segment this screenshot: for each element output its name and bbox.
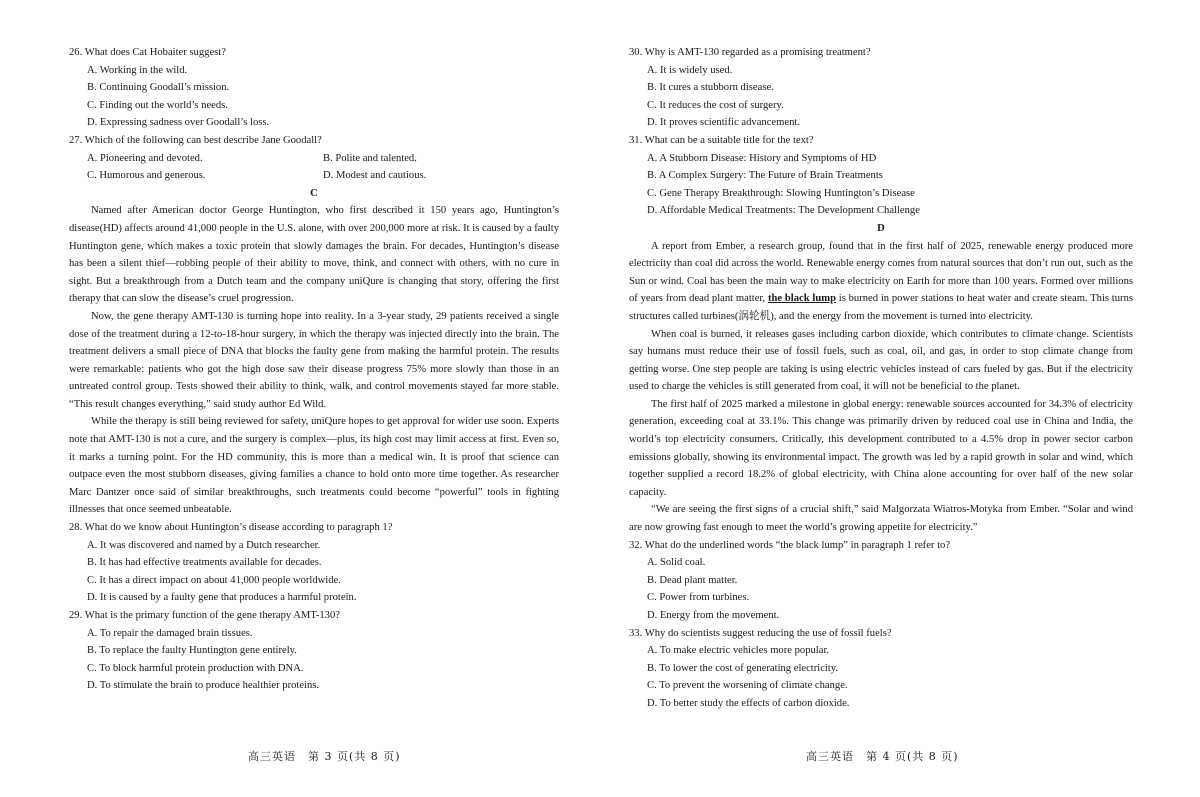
page-footer-left: 高三英语 第 3 页(共 8 页): [248, 750, 401, 763]
passage-d-paragraph-3: The first half of 2025 marked a milestone in global energy: renewable sources accounted for 34.3% of electricity generation, exceeding coal at 33.1%. This change was primarily driven by reduced coal use in China and India, the world’s top electricity consumers. Critically, this development contributed to a 4.5% drop in power sector carbon emissions globally, showing its environmental impact. The growth was led by a rapid growth in solar and wind, which together supplied a record 18.2% of global electricity, with China alone accounting for over half of the new solar capacity.: [629, 398, 1133, 498]
option-31b: B. A Complex Surgery: The Future of Brain Treatments: [647, 170, 883, 182]
passage-d-paragraph-1: [629, 238, 1133, 326]
underlined-phrase: the black lump: [767, 293, 836, 305]
paragraph-1-text-before: A report from Ember, a research group, found that in the first half of 2025, renewable energy produced more electricity than coal did across the world. Renewable energy comes from natural sources that don’t run out, such as the Sun or wind. Coal has been the main way to make electricity on Earth for more than 100 years. Formed over millions of years from dead plant matter,: [629, 240, 1133, 305]
question-28: 28. What do we know about Huntington’s disease according to paragraph 1?: [69, 522, 393, 534]
option-33c: C. To prevent the worsening of climate change.: [647, 680, 848, 692]
option-29a: A. To repair the damaged brain tissues.: [87, 627, 253, 639]
section-heading-d: D: [877, 222, 885, 234]
option-27d: D. Modest and cautious.: [323, 170, 427, 182]
options-27-row1: [87, 150, 559, 168]
option-29b: B. To replace the faulty Huntington gene entirely.: [87, 645, 297, 657]
option-31c: C. Gene Therapy Breakthrough: Slowing Huntington’s Disease: [647, 187, 915, 199]
question-29: 29. What is the primary function of the gene therapy AMT-130?: [69, 610, 340, 621]
page-footer-right: 高三英语 第 4 页(共 8 页): [806, 750, 959, 763]
right-page: [629, 44, 1133, 713]
option-30b: B. It cures a stubborn disease.: [647, 82, 774, 94]
option-26d: D. Expressing sadness over Goodall’s loss.: [87, 117, 270, 129]
option-28a: A. It was discovered and named by a Dutch researcher.: [87, 539, 321, 551]
option-32b: B. Dead plant matter.: [647, 574, 738, 586]
option-27b: B. Polite and talented.: [323, 152, 417, 164]
option-31a: A. A Stubborn Disease: History and Symptoms of HD: [647, 152, 877, 164]
passage-d-paragraph-4: “We are seeing the first signs of a crucial shift,” said Malgorzata Wiatros-Motyka from Ember. “Solar and wind are now growing fast enough to meet the world’s growing appetite for electricity.”: [629, 504, 1133, 534]
option-30c: C. It reduces the cost of surgery.: [647, 99, 784, 111]
passage-d-paragraph-2: When coal is burned, it releases gases including carbon dioxide, which contributes to climate change. Scientists say humans must reduce their use of fossil fuels, such as coal, oil, and gas, in order to stop climate change from getting worse. One step people are taking is using electric vehicles instead of cars fueled by gas. But if the electricity used to charge the vehicles is still generated from coal, it will not be beneficial to the planet.: [629, 328, 1133, 393]
option-30d: D. It proves scientific advancement.: [647, 117, 800, 129]
option-27a: A. Pioneering and devoted.: [87, 152, 203, 164]
question-32: 32. What do the underlined words “the black lump” in paragraph 1 refer to?: [629, 539, 951, 551]
question-30: 30. Why is AMT-130 regarded as a promising treatment?: [629, 47, 871, 58]
passage-c-paragraph-3: While the therapy is still being reviewed for safety, uniQure hopes to get approval for wider use soon. Experts note that AMT-130 is not a cure, and the surgery is complex—plus, its high cost may limit access at first. Even so, it marks a turning point. For the HD community, this is more than a medical win. It is proof that science can outpace even the most stubborn diseases, giving families a chance to hold onto more time together. As researcher Marc Dantzer once said of similar breakthroughs, such treatments could become “powerful” tools in fighting illnesses that once seemed unbeatable.: [69, 416, 559, 516]
option-26c: C. Finding out the world’s needs.: [87, 99, 228, 111]
option-31d: D. Affordable Medical Treatments: The Development Challenge: [647, 205, 920, 217]
passage-c-paragraph-1: Named after American doctor George Huntington, who first described it 150 years ago, Huntington’s disease(HD) affects around 41,000 people in the U.S. alone, with over 200,000 more at risk. It is caused by a faulty Huntington gene, which makes a toxic protein that slowly damages the brain. For decades, Huntington’s disease has been a silent thief—robbing people of their ability to move, think, and connect with others, with no cure in sight. But a breakthrough from a Dutch team and the company uniQure is changing that story, offering the first therapy that can slow the disease’s cruel progression.: [69, 205, 559, 305]
option-33d: D. To better study the effects of carbon dioxide.: [647, 697, 850, 709]
option-32c: C. Power from turbines.: [647, 592, 750, 604]
paragraph-1-text-after: is burned in power stations to heat water and create steam. This turns structures called turbines(涡轮机), and the energy from the movement is turned into electricity.: [629, 293, 1133, 322]
option-26a: A. Working in the wild.: [87, 64, 188, 76]
question-26: 26. What does Cat Hobaiter suggest?: [69, 47, 226, 58]
option-32a: A. Solid coal.: [647, 557, 706, 569]
option-33a: A. To make electric vehicles more popular.: [647, 645, 830, 657]
option-28c: C. It has a direct impact on about 41,000 people worldwide.: [87, 574, 341, 586]
left-page: [69, 44, 559, 695]
option-30a: A. It is widely used.: [647, 64, 733, 76]
section-heading-c: C: [310, 187, 318, 199]
option-32d: D. Energy from the movement.: [647, 610, 780, 621]
option-28d: D. It is caused by a faulty gene that produces a harmful protein.: [87, 592, 357, 604]
passage-c-paragraph-2: Now, the gene therapy AMT-130 is turning hope into reality. In a 3-year study, 29 patients received a single dose of the treatment during a 12-to-18-hour surgery, in which the therapy was injected directly into the brain. The treatment delivers a small piece of DNA that blocks the faulty gene from making the harmful protein. The results were remarkable: patients who got the high dose saw their disease progress 75% more slowly than those in an untreated control group. Tests showed their ability to think, walk, and control movements stayed far more stable. “This result changes everything,” said study author Ed Wild.: [69, 310, 559, 410]
option-28b: B. It has had effective treatments available for decades.: [87, 557, 322, 569]
option-33b: B. To lower the cost of generating electricity.: [647, 662, 839, 674]
options-27-row2: [87, 167, 559, 185]
question-27: 27. Which of the following can best describe Jane Goodall?: [69, 134, 322, 146]
question-31: 31. What can be a suitable title for the text?: [629, 134, 814, 146]
option-29d: D. To stimulate the brain to produce healthier proteins.: [87, 680, 320, 692]
option-29c: C. To block harmful protein production with DNA.: [87, 662, 304, 674]
question-33: 33. Why do scientists suggest reducing the use of fossil fuels?: [629, 627, 892, 639]
option-26b: B. Continuing Goodall’s mission.: [87, 82, 230, 94]
option-27c: C. Humorous and generous.: [87, 170, 206, 182]
